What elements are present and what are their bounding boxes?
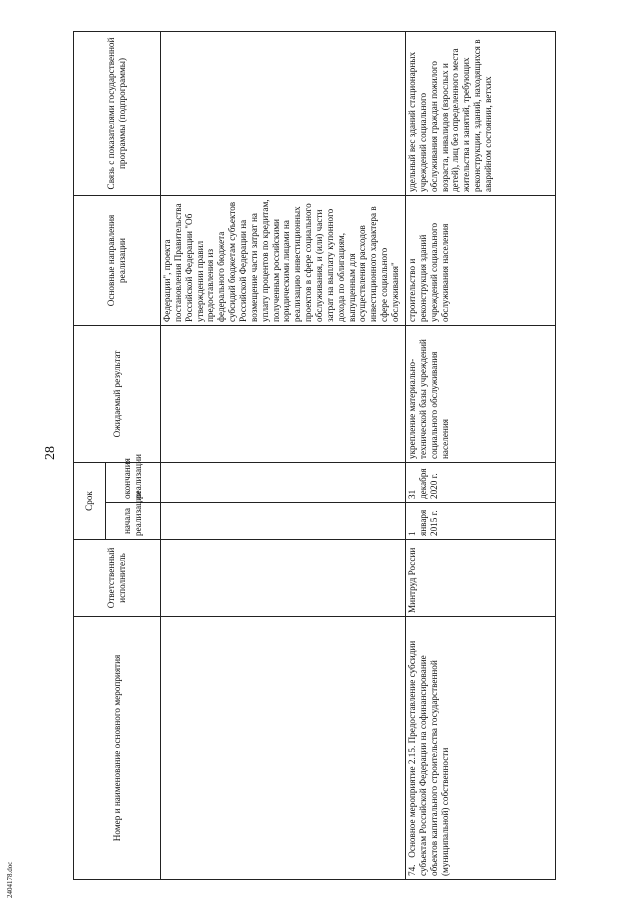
cell-link: удельный вес зданий стационарных учреждений социального обслуживания граждан пожилого возраста, инвалидов (взрослых и детей), лиц без определенного места жительства и занятий, требующих реконструкции, зданий, находящихся в аварийном состоянии, ветхих: [406, 32, 556, 196]
row-number: 74.: [407, 864, 417, 876]
table-row-74: [406, 32, 556, 880]
cell-start: 1 января 2015 г.: [406, 503, 556, 540]
page-number: 28: [43, 446, 58, 460]
cell-executor: Минтруд России: [406, 540, 556, 617]
cell-result: укрепление материально-технической базы учреждений социального обслуживания населения: [406, 326, 556, 463]
cell-empty: [161, 32, 406, 196]
cell-empty: [161, 463, 406, 503]
document-id: 2404178.doc: [6, 861, 14, 898]
cell-empty: [161, 503, 406, 540]
cell-end: 31 декабря 2020 г.: [406, 463, 556, 503]
header-number-name: Номер и наименование основного мероприятия: [74, 617, 161, 880]
table-row-continuation: [161, 32, 406, 880]
header-term: Срок: [74, 463, 106, 540]
header-result: Ожидаемый результат: [74, 326, 161, 463]
header-end: окончания реализации: [106, 463, 161, 503]
measures-table: [73, 31, 556, 880]
cell-directions: строительство и реконструкция зданий учреждений социального обслуживания населения: [406, 196, 556, 326]
cell-empty: [161, 326, 406, 463]
header-link: Связь с показателями государственной программы (подпрограммы): [74, 32, 161, 196]
rotated-table-wrapper: [73, 32, 581, 880]
cell-empty: [161, 617, 406, 880]
header-start: начала реализации: [106, 503, 161, 540]
header-directions: Основные направления реализации: [74, 196, 161, 326]
cell-empty: [161, 540, 406, 617]
cell-directions-continuation: Федерации", проекта постановления Правительства Российской Федерации "Об утверждении правил предоставления из федерального бюджета субсидий бюджетам субъектов Российской Федерации на возмещение части затрат на уплату процентов по кредитам, полученным российскими юридическими лицами на реализацию инвестиционных проектов в сфере социального обслуживания, и (или) части затрат на выплату купонного дохода по облигациям, выпущенным для осуществления расходов инвестиционного характера в сфере социального обслуживания": [161, 196, 406, 326]
cell-number-name: [406, 617, 556, 880]
table-header: [74, 32, 161, 880]
measure-name: Основное мероприятие 2.15. Предоставление субсидии субъектам Российской Федерации на софинансирование объектов капитального строительства государственной (муниципальной) собственности: [407, 640, 450, 876]
header-executor: Ответственный исполнитель: [74, 540, 161, 617]
